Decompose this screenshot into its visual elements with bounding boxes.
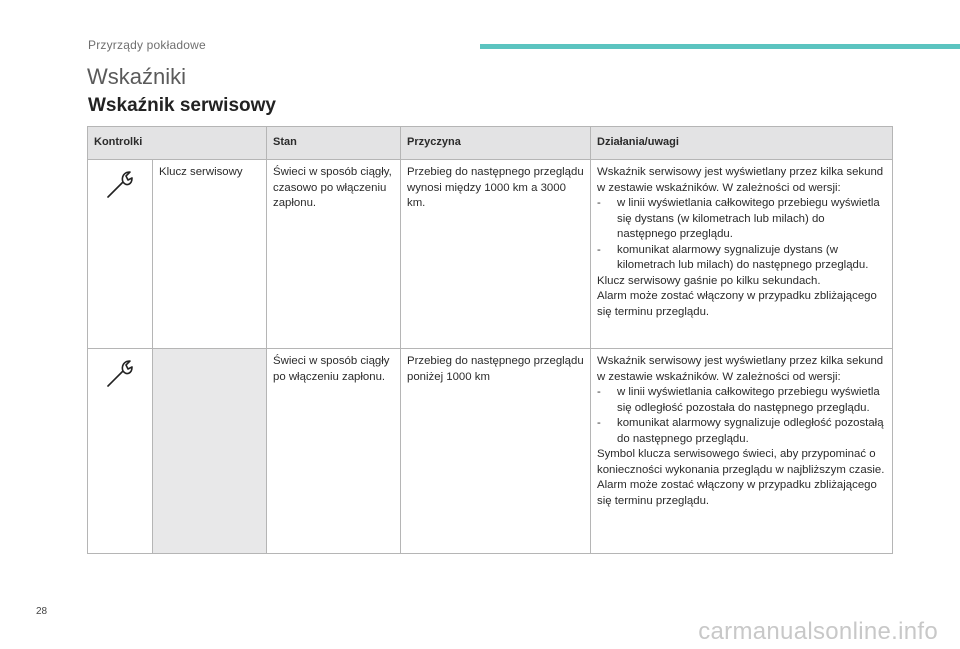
warning-light-name: Klucz serwisowy [153, 160, 267, 349]
page-subtitle: Wskaźnik serwisowy [88, 95, 276, 116]
actions-note: Symbol klucza serwisowego świeci, aby przypominać o konieczności wykonania przeglądu w najbliższym czasie. [597, 448, 885, 476]
actions-note: Alarm może zostać włączony w przypadku zbliżającego się terminu przeglądu. [597, 290, 877, 318]
icon-cell [88, 160, 153, 349]
stan-cell: Świeci w sposób ciągły po włączeniu zapłonu. [267, 349, 401, 554]
actions-bullet: - w linii wyświetlania całkowitego przebiegu wyświetla się odległość pozostała do następnego przeglądu. [597, 386, 880, 414]
actions-cell [591, 160, 893, 349]
section-label: Przyrządy pokładowe [88, 38, 206, 52]
przyczyna-cell: Przebieg do następnego przeglądu poniżej 1000 km [401, 349, 591, 554]
przyczyna-cell: Przebieg do następnego przeglądu wynosi między 1000 km a 3000 km. [401, 160, 591, 349]
actions-intro: Wskaźnik serwisowy jest wyświetlany przez kilka sekund w zestawie wskaźników. W zależności od wersji: [597, 355, 884, 383]
stan-cell: Świeci w sposób ciągły, czasowo po włączeniu zapłonu. [267, 160, 401, 349]
icon-cell [88, 349, 153, 554]
header-przyczyna: Przyczyna [401, 127, 591, 160]
page-title: Wskaźniki [87, 64, 187, 89]
header-stan: Stan [267, 127, 401, 160]
actions-cell [591, 349, 893, 554]
table-row [88, 160, 893, 349]
warning-light-name [153, 349, 267, 554]
actions-intro: Wskaźnik serwisowy jest wyświetlany przez kilka sekund w zestawie wskaźników. W zależności od wersji: [597, 166, 884, 194]
header-accent-bar [480, 44, 960, 49]
table-row [88, 349, 893, 554]
header-kontrolki: Kontrolki [88, 127, 267, 160]
wrench-icon [100, 164, 140, 210]
wrench-icon [100, 353, 140, 399]
actions-bullet: - komunikat alarmowy sygnalizuje dystans (w kilometrach lub milach) do następnego przeglądu. [597, 243, 869, 271]
actions-note: Alarm może zostać włączony w przypadku zbliżającego się terminu przeglądu. [597, 479, 877, 507]
table-header-row [88, 127, 893, 160]
watermark: carmanualsonline.info [698, 618, 938, 645]
page-number: 28 [36, 606, 48, 617]
actions-bullet: - w linii wyświetlania całkowitego przebiegu wyświetla się dystans (w kilometrach lub milach) do następnego przeglądu. [597, 197, 880, 240]
warning-lights-table [87, 126, 893, 554]
actions-bullet: - komunikat alarmowy sygnalizuje odległość pozostałą do następnego przeglądu. [597, 417, 884, 445]
header-dzialania: Działania/uwagi [591, 127, 893, 160]
actions-note: Klucz serwisowy gaśnie po kilku sekundach. [597, 274, 821, 287]
